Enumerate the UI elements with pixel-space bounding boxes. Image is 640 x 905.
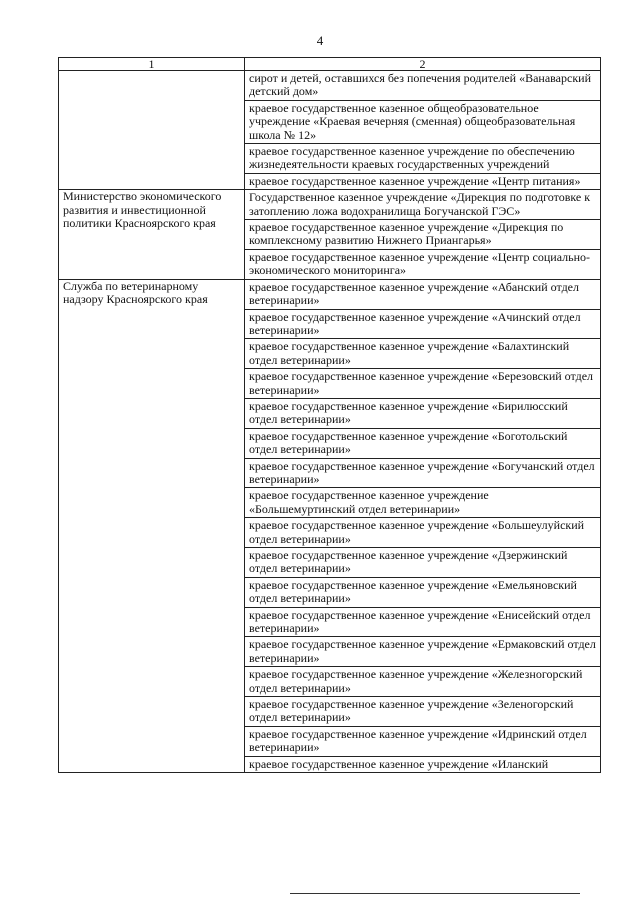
institution-entry: краевое государственное казенное учреждение «Центр социально-экономического мониторинга» — [249, 249, 591, 278]
institution-entry: краевое государственное казенное учреждение «Железногорский отдел ветеринарии» — [245, 667, 600, 697]
institution-entry: краевое государственное казенное учреждение «Богучанский отдел ветеринарии» — [245, 459, 600, 489]
institution-entry: краевое государственное казенное учреждение «Ачинский отдел ветеринарии» — [245, 310, 600, 340]
institutions-cell — [245, 190, 601, 279]
institution-entry: краевое государственное казенное учреждение по обеспечению жизнедеятельности краевых государственных учреждений — [245, 144, 600, 174]
institution-entry: краевое государственное казенное учреждение «Центр питания» — [249, 173, 581, 188]
institution-entry: краевое государственное казенное учреждение «Балахтинский отдел ветеринарии» — [245, 339, 600, 369]
institution-entry: Государственное казенное учреждение «Дирекция по подготовке к затоплению ложа водохранилища Богучанской ГЭС» — [245, 190, 600, 220]
institution-entry: краевое государственное казенное учреждение «Емельяновский отдел ветеринарии» — [245, 578, 600, 608]
institution-entry: краевое государственное казенное учреждение «Боготольский отдел ветеринарии» — [245, 429, 600, 459]
institutions-table — [58, 57, 601, 773]
institution-entry: краевое государственное казенное учреждение «Березовский отдел ветеринарии» — [245, 369, 600, 399]
institution-entry: краевое государственное казенное учреждение «Дирекция по комплексному развитию Нижнего Приангарья» — [245, 220, 600, 250]
institutions-cell — [245, 279, 601, 772]
institution-entry: краевое государственное казенное учреждение «Ермаковский отдел ветеринарии» — [245, 637, 600, 667]
organ-cell — [59, 71, 245, 190]
institution-entry: краевое государственное казенное учреждение «Енисейский отдел ветеринарии» — [245, 608, 600, 638]
institution-entry: краевое государственное казенное учреждение «Большемуртинский отдел ветеринарии» — [245, 488, 600, 518]
institution-entry: краевое государственное казенное учреждение «Иланский — [249, 756, 549, 771]
institution-entry: краевое государственное казенное общеобразовательное учреждение «Краевая вечерняя (сменная) общеобразовательная школа № 12» — [245, 101, 600, 144]
organ-cell: Министерство экономического развития и инвестиционной политики Красноярского края — [59, 190, 245, 279]
institution-entry: краевое государственное казенное учреждение «Дзержинский отдел ветеринарии» — [245, 548, 600, 578]
page-number: 4 — [316, 33, 324, 48]
institution-entry: сирот и детей, оставшихся без попечения родителей «Ванаварский детский дом» — [245, 71, 600, 101]
institution-entry: краевое государственное казенное учреждение «Бирилюсский отдел ветеринарии» — [245, 399, 600, 429]
table-row — [59, 279, 601, 772]
bottom-rule — [290, 893, 580, 894]
organ-cell: Служба по ветеринарному надзору Красноярского края — [59, 279, 245, 772]
column-header-2: 2 — [245, 58, 601, 71]
table-header-row — [59, 58, 601, 71]
institutions-cell — [245, 71, 601, 190]
table-row — [59, 71, 601, 190]
table-row — [59, 190, 601, 279]
institution-entry: краевое государственное казенное учреждение «Большеулуйский отдел ветеринарии» — [245, 518, 600, 548]
column-header-1: 1 — [59, 58, 245, 71]
institution-entry: краевое государственное казенное учреждение «Абанский отдел ветеринарии» — [245, 280, 600, 310]
institution-entry: краевое государственное казенное учреждение «Зеленогорский отдел ветеринарии» — [245, 697, 600, 727]
institution-entry: краевое государственное казенное учреждение «Идринский отдел ветеринарии» — [245, 727, 600, 757]
